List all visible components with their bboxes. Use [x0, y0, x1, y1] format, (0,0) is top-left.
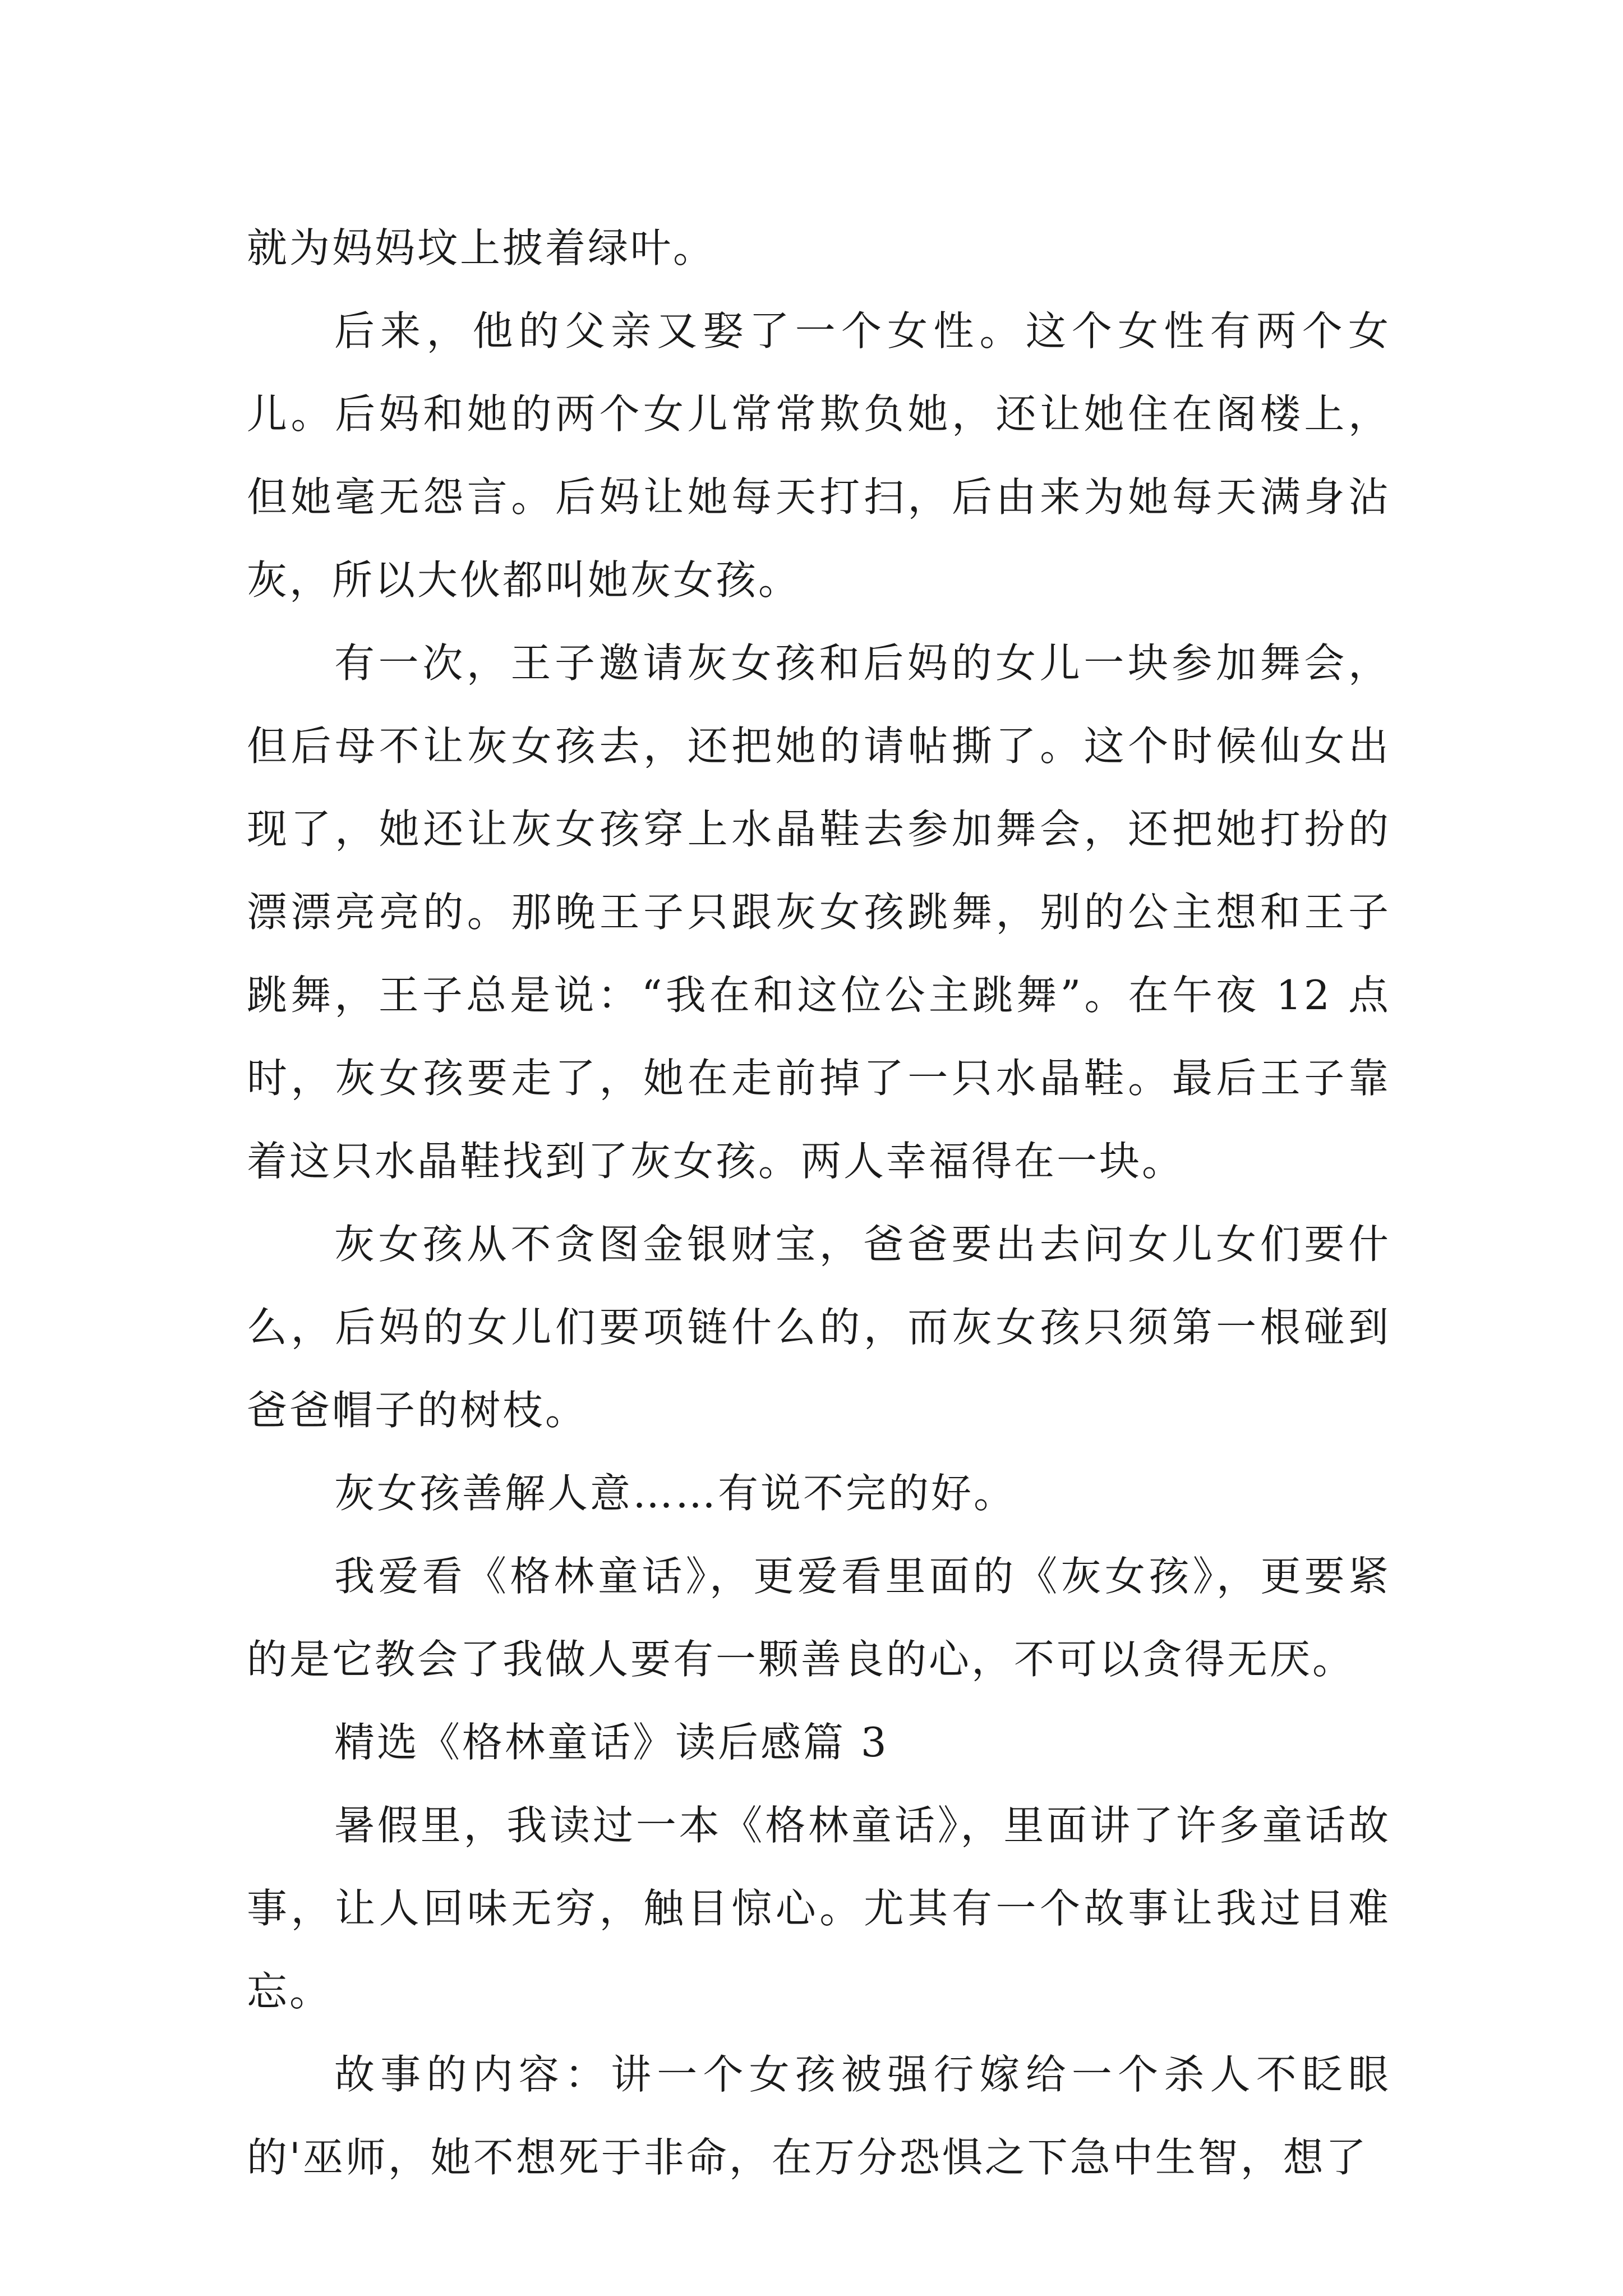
paragraph-kindness: 灰女孩善解人意……有说不完的好。 [334, 1470, 1017, 1517]
paragraph-ball: 有一次，王子邀请灰女孩和后妈的女儿一块参加舞会，但后母不让灰女孩去，还把她的请帖撕了。这个时候仙女出现了，她还让灰女孩穿上水晶鞋去参加舞会，还把她打扮的漂漂亮亮的。那晚王子只跟灰女孩跳舞，别的公主想和王子跳舞，王子总是说：“我在和这位公主跳舞”。在午夜 12 点时，灰女孩要走了，她在走前掉了一只水晶鞋。最后王子靠着这只水晶鞋找到了灰女孩。两人幸福得在一块。 [247, 639, 1391, 1185]
paragraph-stepmother: 后来，他的父亲又娶了一个女性。这个女性有两个女儿。后妈和她的两个女儿常常欺负她，还让她住在阁楼上，但她毫无怨言。后妈让她每天打扫，后由来为她每天满身沾灰，所以大伙都叫她灰女孩。 [247, 307, 1391, 604]
paragraph-story: 故事的内容：讲一个女孩被强行嫁给一个杀人不眨眼的'巫师，她不想死于非命，在万分恐惧之下急中生智，想了 [247, 2051, 1391, 2181]
paragraph-branch: 灰女孩从不贪图金银财宝，爸爸要出去问女儿女们要什么，后妈的女儿们要项链什么的，而灰女孩只须第一根碰到爸爸帽子的树枝。 [247, 1221, 1391, 1434]
paragraph-summer: 暑假里，我读过一本《格林童话》，里面讲了许多童话故事，让人回味无穷，触目惊心。尤其有一个故事让我过目难忘。 [247, 1802, 1391, 2015]
body-text [247, 206, 1391, 2199]
paragraph-continuation: 就为妈妈坟上披着绿叶。 [247, 224, 716, 272]
section-heading: 精选《格林童话》读后感篇 3 [334, 1719, 889, 1766]
paragraph-conclusion: 我爱看《格林童话》，更爱看里面的《灰女孩》，更要紧的是它教会了我做人要有一颗善良的心，不可以贪得无厌。 [247, 1553, 1391, 1683]
